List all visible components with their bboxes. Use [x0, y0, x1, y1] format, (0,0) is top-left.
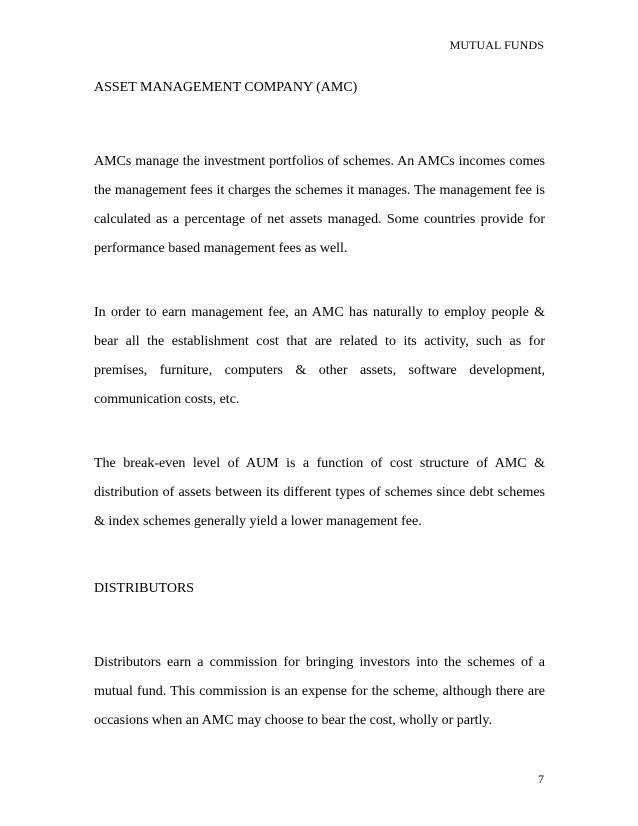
- running-header: MUTUAL FUNDS: [449, 38, 544, 52]
- paragraph-break-even: The break-even level of AUM is a function of cost structure of AMC & distribution of assets between its different types of schemes since debt schemes & index schemes generally yield a lower management fee.: [94, 456, 545, 529]
- paragraph-amc-costs: In order to earn management fee, an AMC has naturally to employ people & bear all the establishment cost that are related to its activity, such as for premises, furniture, computers & other assets, software development, communication costs, etc.: [94, 305, 545, 407]
- paragraph-amc-income: AMCs manage the investment portfolios of schemes. An AMCs incomes comes the management fees it charges the schemes it manages. The management fee is calculated as a percentage of net assets managed. Some countries provide for performance based management fees as well.: [94, 154, 545, 256]
- section-heading-amc: ASSET MANAGEMENT COMPANY (AMC): [94, 80, 358, 95]
- section-heading-distributors: DISTRIBUTORS: [94, 581, 195, 596]
- paragraph-distributors: Distributors earn a commission for bringing investors into the schemes of a mutual fund. This commission is an expense for the scheme, although there are occasions when an AMC may choose to bear the cost, wholly or partly.: [94, 655, 545, 728]
- page-number: 7: [538, 772, 544, 786]
